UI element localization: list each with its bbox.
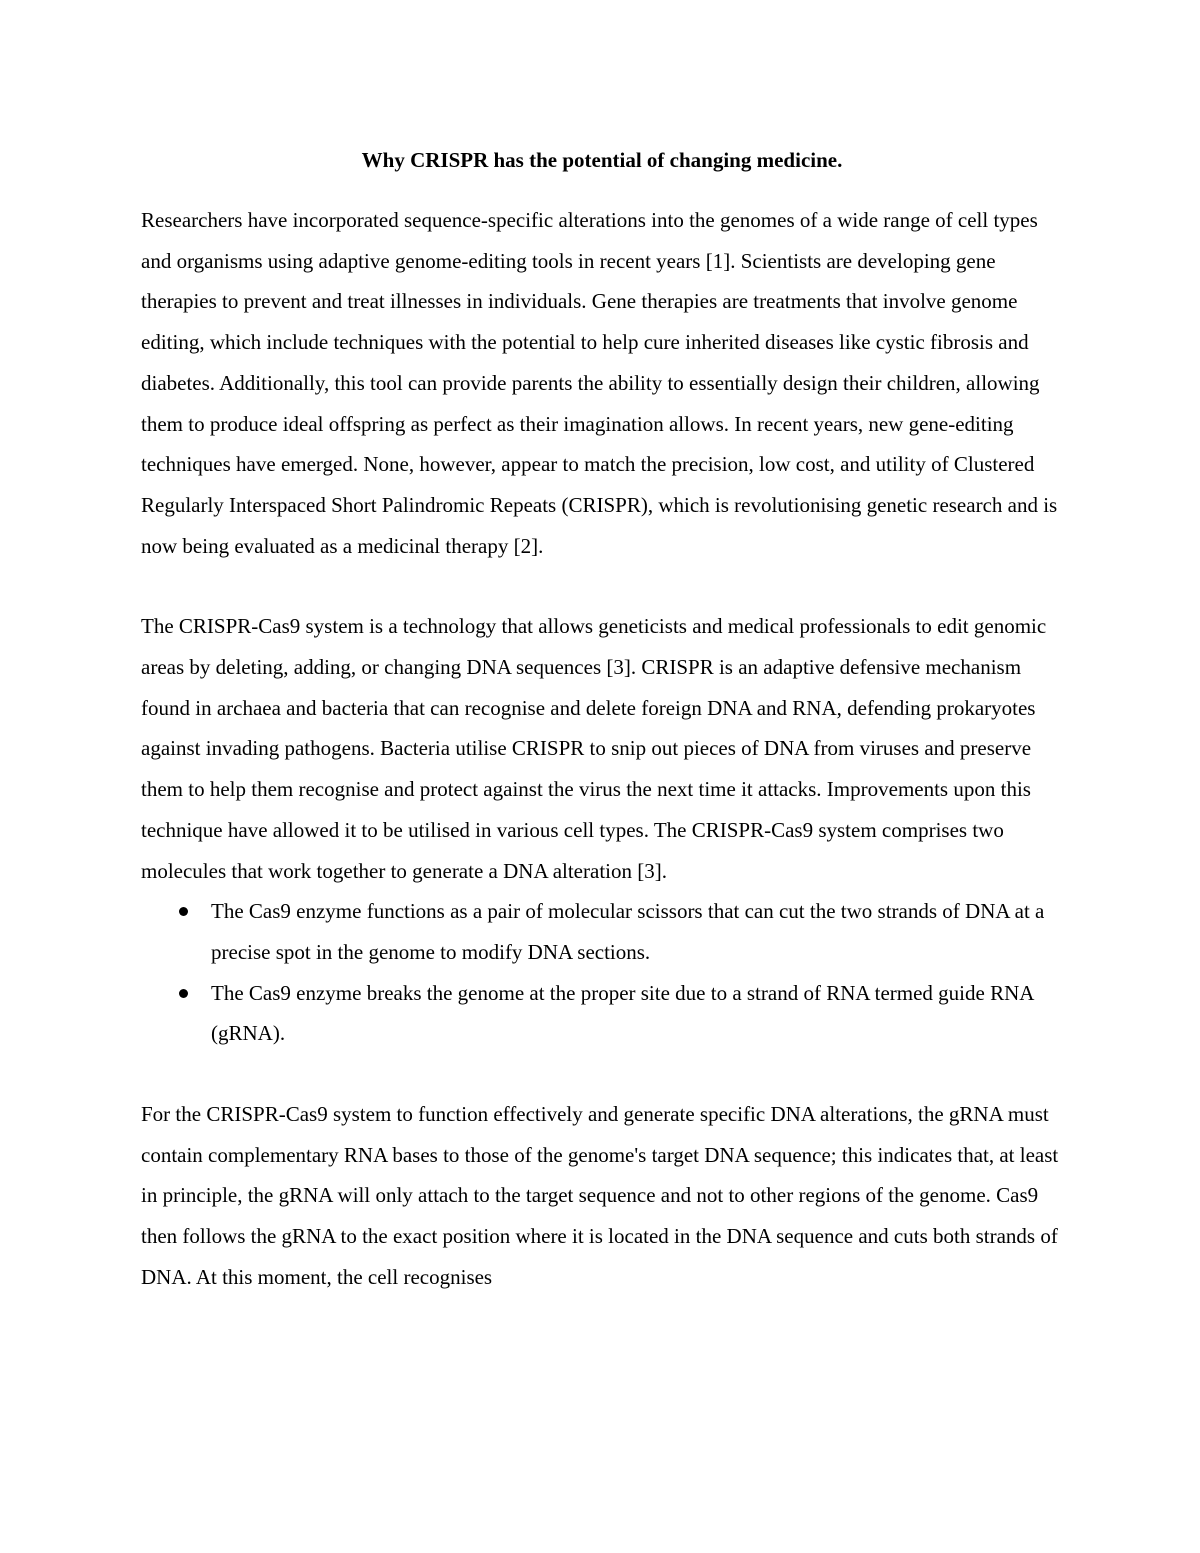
document-page <box>141 140 1063 1298</box>
bullet-icon <box>179 907 188 916</box>
document-title: Why CRISPR has the potential of changing medicine. <box>361 148 843 172</box>
list-item <box>141 973 1063 1054</box>
list-item <box>141 891 1063 972</box>
paragraph-grna-mechanism: For the CRISPR-Cas9 system to function effectively and generate specific DNA alterations, the gRNA must contain complementary RNA bases to those of the genome's target DNA sequence; this indicates that, at least in principle, the gRNA will only attach to the target sequence and not to other regions of the genome. Cas9 then follows the gRNA to the exact position where it is located in the DNA sequence and cuts both strands of DNA. At this moment, the cell recognises <box>141 1102 1059 1289</box>
cas9-components-list <box>141 891 1063 1054</box>
list-item-text: The Cas9 enzyme functions as a pair of molecular scissors that can cut the two strands of DNA at a precise spot in the genome to modify DNA sections. <box>211 899 1045 964</box>
paragraph-introduction: Researchers have incorporated sequence-specific alterations into the genomes of a wide range of cell types and organisms using adaptive genome-editing tools in recent years [1]. Scientists are developing gene therapies to prevent and treat illnesses in individuals. Gene therapies are treatments that involve genome editing, which include techniques with the potential to help cure inherited diseases like cystic fibrosis and diabetes. Additionally, this tool can provide parents the ability to essentially design their children, allowing them to produce ideal offspring as perfect as their imagination allows. In recent years, new gene-editing techniques have emerged. None, however, appear to match the precision, low cost, and utility of Clustered Regularly Interspaced Short Palindromic Repeats (CRISPR), which is revolutionising genetic research and is now being evaluated as a medicinal therapy [2]. <box>141 208 1058 558</box>
paragraph-crispr-cas9-system: The CRISPR-Cas9 system is a technology that allows geneticists and medical professionals to edit genomic areas by deleting, adding, or changing DNA sequences [3]. CRISPR is an adaptive defensive mechanism found in archaea and bacteria that can recognise and delete foreign DNA and RNA, defending prokaryotes against invading pathogens. Bacteria utilise CRISPR to snip out pieces of DNA from viruses and preserve them to help them recognise and protect against the virus the next time it attacks. Improvements upon this technique have allowed it to be utilised in various cell types. The CRISPR-Cas9 system comprises two molecules that work together to generate a DNA alteration [3]. <box>141 614 1047 883</box>
paragraph-spacer <box>141 1054 1063 1094</box>
list-item-text: The Cas9 enzyme breaks the genome at the proper site due to a strand of RNA termed guide RNA (gRNA). <box>211 980 1034 1046</box>
bullet-icon <box>179 989 188 998</box>
paragraph-spacer <box>141 566 1063 606</box>
